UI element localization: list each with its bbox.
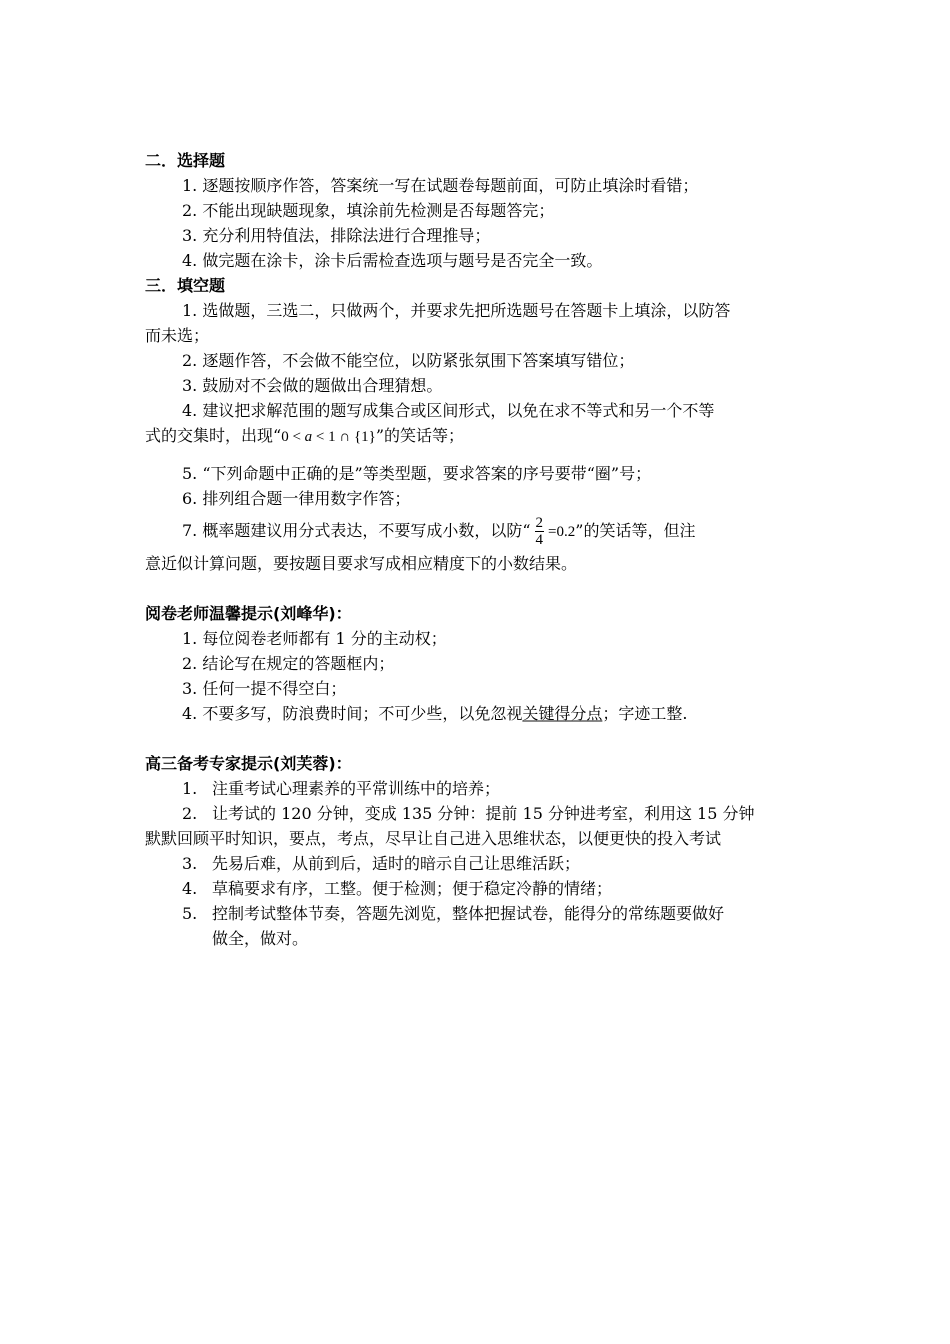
expert-num-4: 4. [182,879,198,898]
fill-item-7-text-pre: 7. 概率题建议用分式表达，不要写成小数，以防“ [182,521,531,540]
section-heading-choice: 二．选择题 [145,151,226,170]
expert-text-5a: 控制考试整体节奏，答题先浏览，整体把握试卷，能得分的常练题要做好 [212,904,725,923]
fraction-numerator: 2 [535,515,544,531]
fill-item-4-line2 [145,423,810,461]
expert-num-3: 3. [182,854,198,873]
section-heading-expert: 高三备考专家提示(刘芙蓉)： [145,754,352,773]
fraction-denominator: 4 [535,532,544,548]
expert-item-5-line2: 做全，做对。 [212,929,309,948]
expert-item-3 [145,851,810,876]
fraction-equals: =0.2 [548,524,576,540]
fill-item-7-line1 [145,511,810,551]
formula-var-a: a [304,429,313,445]
teacher-item-4-post: ；字迹工整. [602,704,688,723]
teacher-item-4 [145,701,810,726]
teacher-item-2: 2. 结论写在规定的答题框内； [182,654,395,673]
spacer [145,576,810,601]
teacher-item-3: 3. 任何一提不得空白； [182,679,347,698]
fill-item-1-line2: 而未选； [145,326,210,345]
formula-rest: < 1 ∩ {1} [312,429,376,445]
expert-text-3: 先易后难，从前到后，适时的暗示自己让思维活跃； [212,854,581,873]
fill-item-7-text-post: ”的笑话等，但注 [575,521,696,540]
fill-item-4-text-post: ”的笑话等； [375,426,465,445]
teacher-item-4-pre: 4. 不要多写，防浪费时间；不可少些，以免忽视 [182,704,523,723]
expert-item-5-line1 [145,901,810,926]
expert-num-5: 5. [182,904,198,923]
fill-item-5: 5. “下列命题中正确的是”等类型题，要求答案的序号要带“圈”号； [182,464,652,483]
expert-text-4: 草稿要求有序，工整。便于检测；便于稳定冷静的情绪； [212,879,613,898]
fill-item-4-text-pre: 式的交集时，出现“ [145,426,282,445]
fill-item-6: 6. 排列组合题一律用数字作答； [182,489,411,508]
inequality-formula [281,429,376,445]
section-heading-fill: 三．填空题 [145,276,226,295]
expert-num-2: 2. [182,804,198,823]
key-points-underlined: 关键得分点 [522,704,603,723]
expert-item-2-line2: 默默回顾平时知识，要点，考点，尽早让自己进入思维状态，以便更快的投入考试 [145,829,722,848]
expert-text-1: 注重考试心理素养的平常训练中的培养； [212,779,501,798]
expert-num-1: 1. [182,779,198,798]
fill-item-4-line1: 4. 建议把求解范围的题写成集合或区间形式，以免在求不等式和另一个不等 [182,401,715,420]
choice-item-1: 1. 逐题按顺序作答，答案统一写在试题卷每题前面，可防止填涂时看错； [182,176,699,195]
choice-item-2: 2. 不能出现缺题现象，填涂前先检测是否每题答完； [182,201,555,220]
expert-item-2-line1 [145,801,810,826]
choice-item-4: 4. 做完题在涂卡，涂卡后需检查选项与题号是否完全一致。 [182,251,603,270]
fraction-formula [535,515,545,548]
spacer [145,726,810,751]
expert-item-1 [145,776,810,801]
fill-item-2: 2. 逐题作答，不会做不能空位，以防紧张氛围下答案填写错位； [182,351,635,370]
section-heading-teacher: 阅卷老师温馨提示(刘峰华)： [145,604,352,623]
expert-text-2a: 让考试的 120 分钟，变成 135 分钟：提前 15 分钟进考室，利用这 15 分钟 [212,804,755,823]
choice-item-3: 3. 充分利用特值法，排除法进行合理推导； [182,226,491,245]
teacher-item-1: 1. 每位阅卷老师都有 1 分的主动权； [182,629,447,648]
fill-item-7-line2: 意近似计算问题，要按题目要求写成相应精度下的小数结果。 [145,554,578,573]
formula-zero: 0 < [281,429,305,445]
fill-item-3: 3. 鼓励对不会做的题做出合理猜想。 [182,376,443,395]
document-page [145,148,810,951]
expert-item-4 [145,876,810,901]
fill-item-1-line1: 1. 选做题，三选二，只做两个，并要求先把所选题号在答题卡上填涂，以防答 [182,301,731,320]
